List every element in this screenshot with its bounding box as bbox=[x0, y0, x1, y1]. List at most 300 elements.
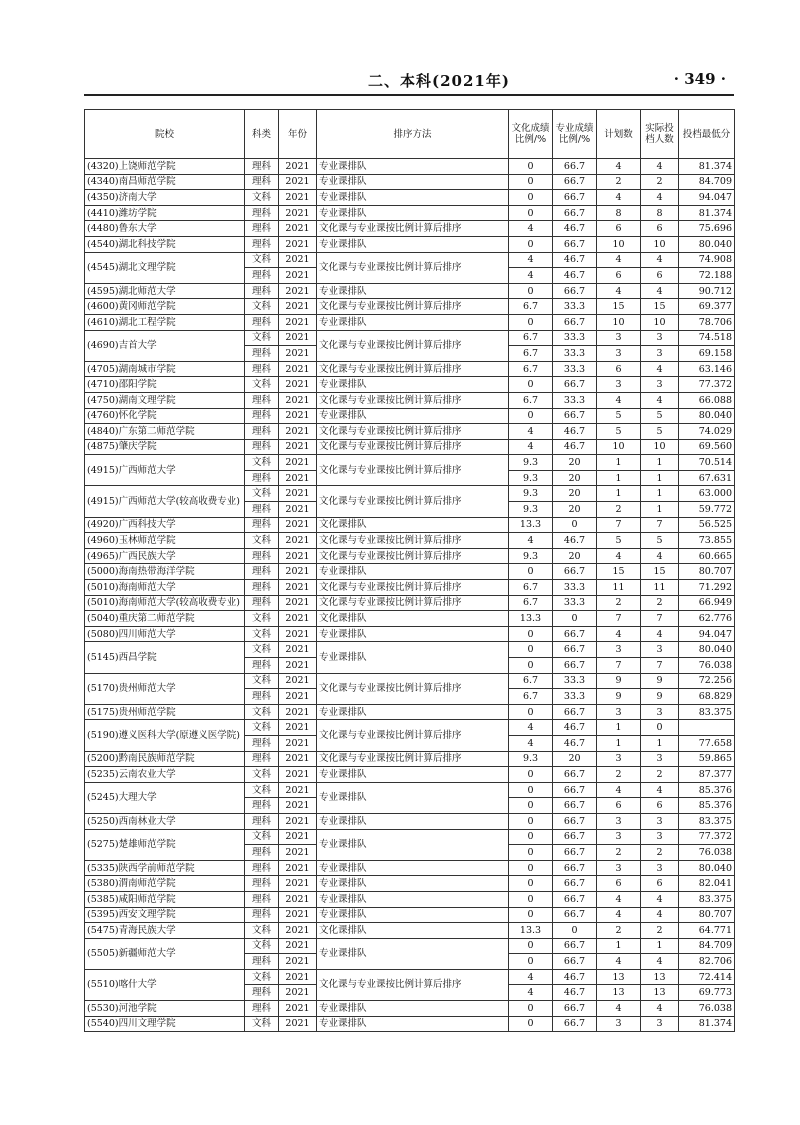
method-cell: 专业课排队 bbox=[317, 938, 509, 969]
min-score-cell: 69.560 bbox=[679, 439, 735, 455]
min-score-cell: 74.908 bbox=[679, 252, 735, 268]
admitted-count-cell: 3 bbox=[641, 1016, 679, 1032]
method-cell: 专业课排队 bbox=[317, 907, 509, 923]
plan-count-cell: 1 bbox=[597, 735, 641, 751]
table-row bbox=[85, 1016, 735, 1032]
min-score-cell: 81.374 bbox=[679, 159, 735, 175]
plan-count-cell: 2 bbox=[597, 845, 641, 861]
method-cell: 专业课排队 bbox=[317, 704, 509, 720]
min-score-cell: 78.706 bbox=[679, 314, 735, 330]
subject-cell: 理科 bbox=[245, 689, 279, 705]
school-cell: (4340)南昌师范学院 bbox=[85, 174, 245, 190]
plan-count-cell: 2 bbox=[597, 502, 641, 518]
major-ratio-cell: 66.7 bbox=[553, 626, 597, 642]
subject-cell: 文科 bbox=[245, 626, 279, 642]
header-method-col: 排序方法 bbox=[317, 110, 509, 159]
school-cell: (4965)广西民族大学 bbox=[85, 548, 245, 564]
min-score-cell: 72.414 bbox=[679, 969, 735, 985]
table-row bbox=[85, 611, 735, 627]
min-score-cell: 80.040 bbox=[679, 860, 735, 876]
year-cell: 2021 bbox=[279, 174, 317, 190]
min-score-cell: 94.047 bbox=[679, 190, 735, 206]
subject-cell: 理科 bbox=[245, 907, 279, 923]
culture-ratio-cell: 13.3 bbox=[509, 611, 553, 627]
school-cell: (5510)喀什大学 bbox=[85, 969, 245, 1000]
school-cell: (4350)济南大学 bbox=[85, 190, 245, 206]
major-ratio-cell: 46.7 bbox=[553, 969, 597, 985]
method-cell: 专业课排队 bbox=[317, 159, 509, 175]
table-row bbox=[85, 595, 735, 611]
subject-cell: 文科 bbox=[245, 938, 279, 954]
plan-count-cell: 2 bbox=[597, 595, 641, 611]
table-row bbox=[85, 782, 735, 798]
school-cell: (5540)四川文理学院 bbox=[85, 1016, 245, 1032]
culture-ratio-cell: 9.3 bbox=[509, 548, 553, 564]
subject-cell: 文科 bbox=[245, 782, 279, 798]
table-row bbox=[85, 642, 735, 658]
school-cell: (4690)吉首大学 bbox=[85, 330, 245, 361]
major-ratio-cell: 33.3 bbox=[553, 673, 597, 689]
admitted-count-cell: 3 bbox=[641, 751, 679, 767]
min-score-cell: 82.041 bbox=[679, 876, 735, 892]
method-cell: 文化课排队 bbox=[317, 923, 509, 939]
major-ratio-cell: 66.7 bbox=[553, 954, 597, 970]
subject-cell: 理科 bbox=[245, 876, 279, 892]
table-row bbox=[85, 439, 735, 455]
plan-count-cell: 7 bbox=[597, 611, 641, 627]
admitted-count-cell: 4 bbox=[641, 548, 679, 564]
subject-cell: 理科 bbox=[245, 891, 279, 907]
admitted-count-cell: 8 bbox=[641, 205, 679, 221]
major-ratio-cell: 66.7 bbox=[553, 845, 597, 861]
subject-cell: 理科 bbox=[245, 502, 279, 518]
major-ratio-cell: 66.7 bbox=[553, 159, 597, 175]
method-cell: 文化课与专业课按比例计算后排序 bbox=[317, 361, 509, 377]
year-cell: 2021 bbox=[279, 159, 317, 175]
year-cell: 2021 bbox=[279, 361, 317, 377]
method-cell: 文化课与专业课按比例计算后排序 bbox=[317, 455, 509, 486]
table-row bbox=[85, 969, 735, 985]
year-cell: 2021 bbox=[279, 689, 317, 705]
admitted-count-cell: 10 bbox=[641, 439, 679, 455]
method-cell: 文化课与专业课按比例计算后排序 bbox=[317, 548, 509, 564]
table-row bbox=[85, 891, 735, 907]
min-score-cell: 77.372 bbox=[679, 377, 735, 393]
plan-count-cell: 3 bbox=[597, 751, 641, 767]
plan-count-cell: 15 bbox=[597, 564, 641, 580]
table-row bbox=[85, 938, 735, 954]
admitted-count-cell: 7 bbox=[641, 611, 679, 627]
table-row bbox=[85, 361, 735, 377]
table-row bbox=[85, 455, 735, 471]
school-cell: (5475)青海民族大学 bbox=[85, 923, 245, 939]
school-cell: (5040)重庆第二师范学院 bbox=[85, 611, 245, 627]
year-cell: 2021 bbox=[279, 642, 317, 658]
table-row bbox=[85, 424, 735, 440]
culture-ratio-cell: 0 bbox=[509, 954, 553, 970]
culture-ratio-cell: 9.3 bbox=[509, 502, 553, 518]
major-ratio-cell: 66.7 bbox=[553, 174, 597, 190]
admitted-count-cell: 4 bbox=[641, 283, 679, 299]
method-cell: 文化课与专业课按比例计算后排序 bbox=[317, 969, 509, 1000]
year-cell: 2021 bbox=[279, 938, 317, 954]
plan-count-cell: 4 bbox=[597, 159, 641, 175]
school-cell: (4610)湖北工程学院 bbox=[85, 314, 245, 330]
method-cell: 文化课与专业课按比例计算后排序 bbox=[317, 673, 509, 704]
year-cell: 2021 bbox=[279, 720, 317, 736]
year-cell: 2021 bbox=[279, 268, 317, 284]
method-cell: 文化课与专业课按比例计算后排序 bbox=[317, 424, 509, 440]
plan-count-cell: 3 bbox=[597, 860, 641, 876]
admitted-count-cell: 4 bbox=[641, 891, 679, 907]
plan-count-cell: 10 bbox=[597, 236, 641, 252]
school-cell: (5530)河池学院 bbox=[85, 1001, 245, 1017]
school-cell: (4540)湖北科技学院 bbox=[85, 236, 245, 252]
major-ratio-cell: 66.7 bbox=[553, 938, 597, 954]
min-score-cell: 59.772 bbox=[679, 502, 735, 518]
year-cell: 2021 bbox=[279, 954, 317, 970]
subject-cell: 理科 bbox=[245, 595, 279, 611]
table-row bbox=[85, 392, 735, 408]
major-ratio-cell: 33.3 bbox=[553, 689, 597, 705]
year-cell: 2021 bbox=[279, 658, 317, 674]
header-subject-col: 科类 bbox=[245, 110, 279, 159]
method-cell: 专业课排队 bbox=[317, 876, 509, 892]
min-score-cell: 56.525 bbox=[679, 517, 735, 533]
min-score-cell: 83.375 bbox=[679, 813, 735, 829]
table-row bbox=[85, 252, 735, 268]
subject-cell: 理科 bbox=[245, 470, 279, 486]
culture-ratio-cell: 9.3 bbox=[509, 455, 553, 471]
year-cell: 2021 bbox=[279, 969, 317, 985]
admitted-count-cell: 2 bbox=[641, 767, 679, 783]
admitted-count-cell: 1 bbox=[641, 455, 679, 471]
year-cell: 2021 bbox=[279, 782, 317, 798]
method-cell: 专业课排队 bbox=[317, 377, 509, 393]
year-cell: 2021 bbox=[279, 486, 317, 502]
admitted-count-cell: 15 bbox=[641, 299, 679, 315]
school-cell: (5245)大理大学 bbox=[85, 782, 245, 813]
method-cell: 专业课排队 bbox=[317, 1001, 509, 1017]
school-cell: (4920)广西科技大学 bbox=[85, 517, 245, 533]
subject-cell: 文科 bbox=[245, 829, 279, 845]
min-score-cell: 85.376 bbox=[679, 798, 735, 814]
admitted-count-cell: 6 bbox=[641, 876, 679, 892]
major-ratio-cell: 66.7 bbox=[553, 782, 597, 798]
plan-count-cell: 4 bbox=[597, 907, 641, 923]
admitted-count-cell: 1 bbox=[641, 486, 679, 502]
admitted-count-cell: 4 bbox=[641, 392, 679, 408]
plan-count-cell: 15 bbox=[597, 299, 641, 315]
culture-ratio-cell: 4 bbox=[509, 720, 553, 736]
plan-count-cell: 10 bbox=[597, 314, 641, 330]
subject-cell: 理科 bbox=[245, 564, 279, 580]
min-score-cell: 62.776 bbox=[679, 611, 735, 627]
school-cell: (4710)邵阳学院 bbox=[85, 377, 245, 393]
year-cell: 2021 bbox=[279, 236, 317, 252]
school-cell: (5145)西昌学院 bbox=[85, 642, 245, 673]
year-cell: 2021 bbox=[279, 330, 317, 346]
table-row bbox=[85, 923, 735, 939]
culture-ratio-cell: 6.7 bbox=[509, 673, 553, 689]
subject-cell: 理科 bbox=[245, 1001, 279, 1017]
major-ratio-cell: 0 bbox=[553, 611, 597, 627]
subject-cell: 文科 bbox=[245, 720, 279, 736]
header-plan-count-col: 计划数 bbox=[597, 110, 641, 159]
min-score-cell: 75.696 bbox=[679, 221, 735, 237]
school-cell: (4875)肇庆学院 bbox=[85, 439, 245, 455]
admitted-count-cell: 4 bbox=[641, 954, 679, 970]
subject-cell: 文科 bbox=[245, 486, 279, 502]
min-score-cell: 77.372 bbox=[679, 829, 735, 845]
culture-ratio-cell: 0 bbox=[509, 798, 553, 814]
plan-count-cell: 4 bbox=[597, 1001, 641, 1017]
school-cell: (5010)海南师范大学 bbox=[85, 580, 245, 596]
plan-count-cell: 4 bbox=[597, 782, 641, 798]
culture-ratio-cell: 0 bbox=[509, 860, 553, 876]
culture-ratio-cell: 6.7 bbox=[509, 330, 553, 346]
year-cell: 2021 bbox=[279, 704, 317, 720]
method-cell: 文化课与专业课按比例计算后排序 bbox=[317, 751, 509, 767]
major-ratio-cell: 66.7 bbox=[553, 907, 597, 923]
school-cell: (5200)黔南民族师范学院 bbox=[85, 751, 245, 767]
min-score-cell: 85.376 bbox=[679, 782, 735, 798]
school-cell: (4915)广西师范大学(较高收费专业) bbox=[85, 486, 245, 517]
culture-ratio-cell: 0 bbox=[509, 767, 553, 783]
subject-cell: 文科 bbox=[245, 1016, 279, 1032]
admitted-count-cell: 9 bbox=[641, 689, 679, 705]
major-ratio-cell: 66.7 bbox=[553, 829, 597, 845]
admitted-count-cell: 4 bbox=[641, 252, 679, 268]
school-cell: (5395)西安文理学院 bbox=[85, 907, 245, 923]
subject-cell: 理科 bbox=[245, 314, 279, 330]
plan-count-cell: 5 bbox=[597, 424, 641, 440]
year-cell: 2021 bbox=[279, 580, 317, 596]
table-row bbox=[85, 533, 735, 549]
min-score-cell: 83.375 bbox=[679, 891, 735, 907]
table-row bbox=[85, 283, 735, 299]
admitted-count-cell: 13 bbox=[641, 969, 679, 985]
method-cell: 文化课与专业课按比例计算后排序 bbox=[317, 299, 509, 315]
min-score-cell: 82.706 bbox=[679, 954, 735, 970]
subject-cell: 文科 bbox=[245, 190, 279, 206]
min-score-cell: 76.038 bbox=[679, 845, 735, 861]
min-score-cell: 73.855 bbox=[679, 533, 735, 549]
major-ratio-cell: 66.7 bbox=[553, 767, 597, 783]
subject-cell: 理科 bbox=[245, 408, 279, 424]
method-cell: 文化课与专业课按比例计算后排序 bbox=[317, 595, 509, 611]
min-score-cell: 77.658 bbox=[679, 735, 735, 751]
header-year-col: 年份 bbox=[279, 110, 317, 159]
method-cell: 专业课排队 bbox=[317, 174, 509, 190]
table-row bbox=[85, 299, 735, 315]
method-cell: 专业课排队 bbox=[317, 1016, 509, 1032]
year-cell: 2021 bbox=[279, 439, 317, 455]
culture-ratio-cell: 6.7 bbox=[509, 580, 553, 596]
method-cell: 专业课排队 bbox=[317, 767, 509, 783]
culture-ratio-cell: 6.7 bbox=[509, 595, 553, 611]
plan-count-cell: 3 bbox=[597, 377, 641, 393]
culture-ratio-cell: 4 bbox=[509, 533, 553, 549]
year-cell: 2021 bbox=[279, 408, 317, 424]
admitted-count-cell: 1 bbox=[641, 735, 679, 751]
major-ratio-cell: 66.7 bbox=[553, 1016, 597, 1032]
major-ratio-cell: 46.7 bbox=[553, 985, 597, 1001]
plan-count-cell: 4 bbox=[597, 252, 641, 268]
subject-cell: 理科 bbox=[245, 174, 279, 190]
table-row bbox=[85, 580, 735, 596]
year-cell: 2021 bbox=[279, 1001, 317, 1017]
subject-cell: 文科 bbox=[245, 330, 279, 346]
year-cell: 2021 bbox=[279, 611, 317, 627]
plan-count-cell: 6 bbox=[597, 361, 641, 377]
header-culture-ratio-col: 文化成绩比例/% bbox=[509, 110, 553, 159]
culture-ratio-cell: 4 bbox=[509, 252, 553, 268]
plan-count-cell: 3 bbox=[597, 330, 641, 346]
subject-cell: 理科 bbox=[245, 159, 279, 175]
subject-cell: 理科 bbox=[245, 205, 279, 221]
major-ratio-cell: 66.7 bbox=[553, 408, 597, 424]
plan-count-cell: 10 bbox=[597, 439, 641, 455]
year-cell: 2021 bbox=[279, 346, 317, 362]
culture-ratio-cell: 9.3 bbox=[509, 751, 553, 767]
subject-cell: 文科 bbox=[245, 642, 279, 658]
admitted-count-cell: 3 bbox=[641, 813, 679, 829]
admitted-count-cell: 3 bbox=[641, 346, 679, 362]
table-row bbox=[85, 314, 735, 330]
school-cell: (4600)黄冈师范学院 bbox=[85, 299, 245, 315]
min-score-cell: 94.047 bbox=[679, 626, 735, 642]
major-ratio-cell: 33.3 bbox=[553, 346, 597, 362]
school-cell: (5380)渭南师范学院 bbox=[85, 876, 245, 892]
culture-ratio-cell: 13.3 bbox=[509, 923, 553, 939]
school-cell: (4320)上饶师范学院 bbox=[85, 159, 245, 175]
culture-ratio-cell: 0 bbox=[509, 891, 553, 907]
major-ratio-cell: 66.7 bbox=[553, 236, 597, 252]
table-row bbox=[85, 205, 735, 221]
subject-cell: 理科 bbox=[245, 860, 279, 876]
table-row bbox=[85, 813, 735, 829]
subject-cell: 理科 bbox=[245, 798, 279, 814]
method-cell: 文化课与专业课按比例计算后排序 bbox=[317, 221, 509, 237]
plan-count-cell: 1 bbox=[597, 938, 641, 954]
major-ratio-cell: 66.7 bbox=[553, 658, 597, 674]
school-cell: (5010)海南师范大学(较高收费专业) bbox=[85, 595, 245, 611]
subject-cell: 文科 bbox=[245, 299, 279, 315]
table-row bbox=[85, 829, 735, 845]
year-cell: 2021 bbox=[279, 502, 317, 518]
table-row bbox=[85, 221, 735, 237]
year-cell: 2021 bbox=[279, 673, 317, 689]
admitted-count-cell: 3 bbox=[641, 704, 679, 720]
year-cell: 2021 bbox=[279, 533, 317, 549]
method-cell: 专业课排队 bbox=[317, 190, 509, 206]
plan-count-cell: 4 bbox=[597, 954, 641, 970]
year-cell: 2021 bbox=[279, 205, 317, 221]
min-score-cell: 74.518 bbox=[679, 330, 735, 346]
method-cell: 专业课排队 bbox=[317, 891, 509, 907]
admitted-count-cell: 3 bbox=[641, 829, 679, 845]
min-score-cell: 76.038 bbox=[679, 1001, 735, 1017]
plan-count-cell: 1 bbox=[597, 720, 641, 736]
admitted-count-cell: 4 bbox=[641, 782, 679, 798]
plan-count-cell: 9 bbox=[597, 673, 641, 689]
culture-ratio-cell: 4 bbox=[509, 268, 553, 284]
method-cell: 文化课与专业课按比例计算后排序 bbox=[317, 439, 509, 455]
admitted-count-cell: 3 bbox=[641, 330, 679, 346]
major-ratio-cell: 66.7 bbox=[553, 1001, 597, 1017]
year-cell: 2021 bbox=[279, 517, 317, 533]
table-row bbox=[85, 174, 735, 190]
culture-ratio-cell: 0 bbox=[509, 174, 553, 190]
table-row bbox=[85, 1001, 735, 1017]
culture-ratio-cell: 0 bbox=[509, 845, 553, 861]
table-row bbox=[85, 751, 735, 767]
admitted-count-cell: 4 bbox=[641, 190, 679, 206]
table-row bbox=[85, 190, 735, 206]
culture-ratio-cell: 0 bbox=[509, 876, 553, 892]
major-ratio-cell: 20 bbox=[553, 470, 597, 486]
plan-count-cell: 6 bbox=[597, 798, 641, 814]
school-cell: (4705)湖南城市学院 bbox=[85, 361, 245, 377]
school-cell: (4915)广西师范大学 bbox=[85, 455, 245, 486]
subject-cell: 文科 bbox=[245, 673, 279, 689]
admitted-count-cell: 4 bbox=[641, 361, 679, 377]
admitted-count-cell: 13 bbox=[641, 985, 679, 1001]
method-cell: 专业课排队 bbox=[317, 408, 509, 424]
year-cell: 2021 bbox=[279, 283, 317, 299]
method-cell: 专业课排队 bbox=[317, 564, 509, 580]
subject-cell: 理科 bbox=[245, 361, 279, 377]
year-cell: 2021 bbox=[279, 907, 317, 923]
major-ratio-cell: 33.3 bbox=[553, 361, 597, 377]
plan-count-cell: 8 bbox=[597, 205, 641, 221]
school-cell: (5190)遵义医科大学(原遵义医学院) bbox=[85, 720, 245, 751]
admitted-count-cell: 5 bbox=[641, 533, 679, 549]
subject-cell: 文科 bbox=[245, 611, 279, 627]
culture-ratio-cell: 0 bbox=[509, 408, 553, 424]
subject-cell: 理科 bbox=[245, 751, 279, 767]
min-score-cell bbox=[679, 720, 735, 736]
culture-ratio-cell: 6.7 bbox=[509, 392, 553, 408]
min-score-cell: 63.146 bbox=[679, 361, 735, 377]
subject-cell: 文科 bbox=[245, 704, 279, 720]
year-cell: 2021 bbox=[279, 377, 317, 393]
admitted-count-cell: 7 bbox=[641, 517, 679, 533]
plan-count-cell: 6 bbox=[597, 268, 641, 284]
table-row bbox=[85, 517, 735, 533]
culture-ratio-cell: 6.7 bbox=[509, 361, 553, 377]
page-header bbox=[84, 66, 734, 96]
min-score-cell: 66.088 bbox=[679, 392, 735, 408]
subject-cell: 理科 bbox=[245, 221, 279, 237]
major-ratio-cell: 33.3 bbox=[553, 330, 597, 346]
min-score-cell: 72.256 bbox=[679, 673, 735, 689]
min-score-cell: 81.374 bbox=[679, 1016, 735, 1032]
min-score-cell: 69.773 bbox=[679, 985, 735, 1001]
table-row bbox=[85, 876, 735, 892]
subject-cell: 文科 bbox=[245, 767, 279, 783]
major-ratio-cell: 46.7 bbox=[553, 268, 597, 284]
min-score-cell: 84.709 bbox=[679, 174, 735, 190]
plan-count-cell: 13 bbox=[597, 985, 641, 1001]
admitted-count-cell: 1 bbox=[641, 502, 679, 518]
culture-ratio-cell: 0 bbox=[509, 704, 553, 720]
plan-count-cell: 4 bbox=[597, 626, 641, 642]
year-cell: 2021 bbox=[279, 813, 317, 829]
table-row bbox=[85, 564, 735, 580]
culture-ratio-cell: 4 bbox=[509, 735, 553, 751]
